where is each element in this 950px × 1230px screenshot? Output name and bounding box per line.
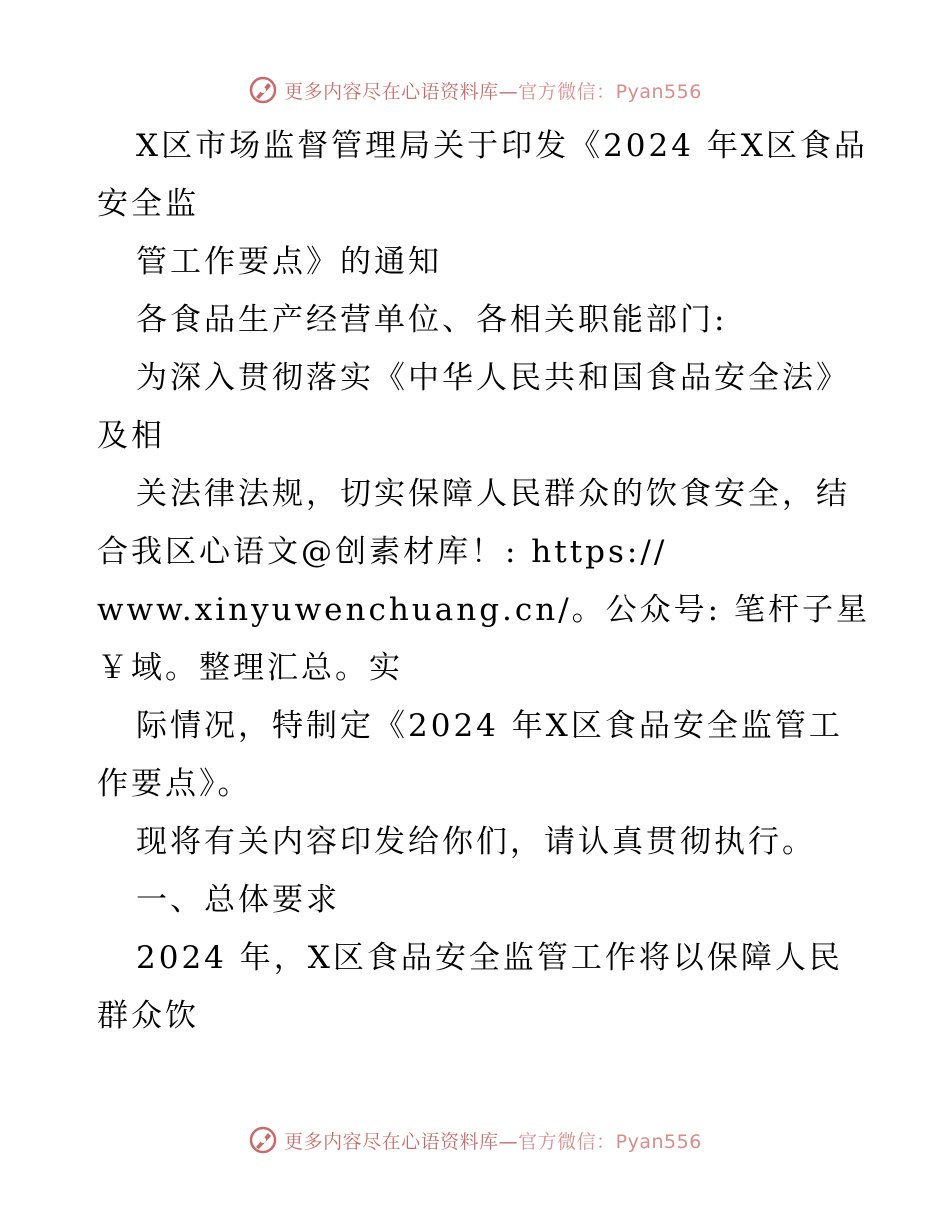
paragraph-line: ￥域。整理汇总。实 — [97, 650, 403, 686]
logo-pen-circle-icon — [248, 1125, 278, 1155]
paragraph-line: 及相 — [97, 418, 165, 454]
paragraph-line: 现将有关内容印发给你们，请认真贯彻执行。 — [136, 824, 816, 860]
paragraph-line: 关法律法规，切实保障人民群众的饮食安全，结 — [136, 476, 850, 512]
logo-pen-circle-icon — [248, 75, 278, 105]
document-title-line-3: 管工作要点》的通知 — [136, 244, 442, 280]
watermark-text: 更多内容尽在心语资料库—官方微信：Pyan556 — [284, 1130, 702, 1153]
paragraph-line: www.xinyuwenchuang.cn/。公众号: 笔杆子星 — [97, 592, 870, 628]
document-title-line-2: 安全监 — [97, 186, 199, 222]
watermark-text: 更多内容尽在心语资料库—官方微信：Pyan556 — [284, 80, 702, 103]
salutation-line: 各食品生产经营单位、各相关职能部门: — [136, 302, 728, 338]
section-heading: 一、总体要求 — [136, 882, 340, 918]
footer-watermark-banner — [0, 1122, 950, 1158]
paragraph-line: 作要点》。 — [97, 766, 252, 802]
document-title-line-1: X区市场监督管理局关于印发《2024 年X区食品 — [136, 128, 868, 164]
paragraph-line: 合我区心语文@创素材库！: https:// — [97, 534, 668, 570]
paragraph-line: 际情况，特制定《2024 年X区食品安全监管工 — [136, 708, 843, 744]
paragraph-line: 2024 年，X区食品安全监管工作将以保障人民 — [136, 940, 843, 976]
paragraph-line: 群众饮 — [97, 998, 199, 1034]
paragraph-line: 为深入贯彻落实《中华人民共和国食品安全法》 — [136, 360, 850, 396]
header-watermark-banner — [0, 72, 950, 108]
